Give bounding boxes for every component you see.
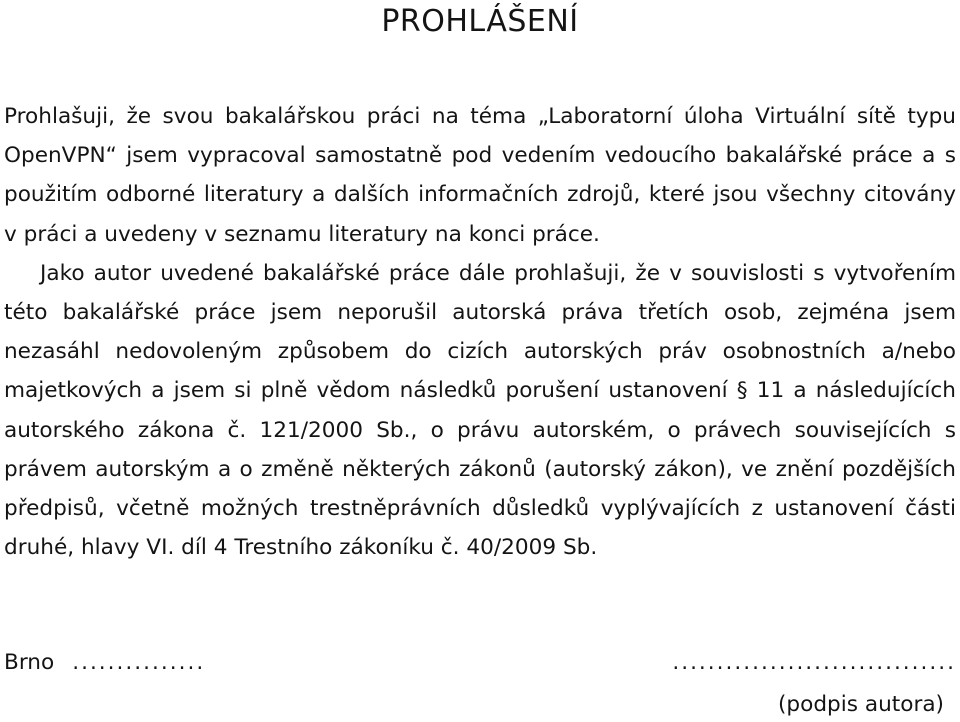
signature-block <box>4 648 956 722</box>
signature-caption: (podpis autora) <box>777 692 944 717</box>
place-label: Brno <box>4 650 55 675</box>
declaration-paragraph-2: Jako autor uvedené bakalářské práce dále prohlašuji, že v souvislosti s vytvořením této bakalářské práce jsem neporušil autorská práva třetích osob, zejména jsem nezasáhl nedovoleným způsobem do cizích autorských práv osobnostních a/nebo majetkových a jsem si plně vědom následků porušení ustanovení § 11 a následujících autorského zákona č. 121/2000 Sb., o právu autorském, o právech souvisejících s právem autorským a o změně některých zákonů (autorský zákon), ve znění pozdějších předpisů, včetně možných trestněprávních důsledků vyplývajících z ustanovení části druhé, hlavy VI. díl 4 Trestního zákoníku č. 40/2009 Sb. <box>4 260 956 561</box>
page-title: PROHLÁŠENÍ <box>381 4 579 39</box>
declaration-body <box>4 97 956 567</box>
date-dots: ............... <box>72 650 206 675</box>
signature-line: ................................ <box>672 650 956 675</box>
place-date-line <box>4 648 205 678</box>
declaration-paragraph-1: Prohlašuji, že svou bakalářskou práci na téma „Laboratorní úloha Virtuální sítě typu OpenVPN“ jsem vypracoval samostatně pod vedením vedoucího bakalářské práce a s použitím odborné literatury a dalších informačních zdrojů, které jsou všechny citovány v práci a uvedeny v seznamu literatury na konci práce. <box>4 104 956 247</box>
